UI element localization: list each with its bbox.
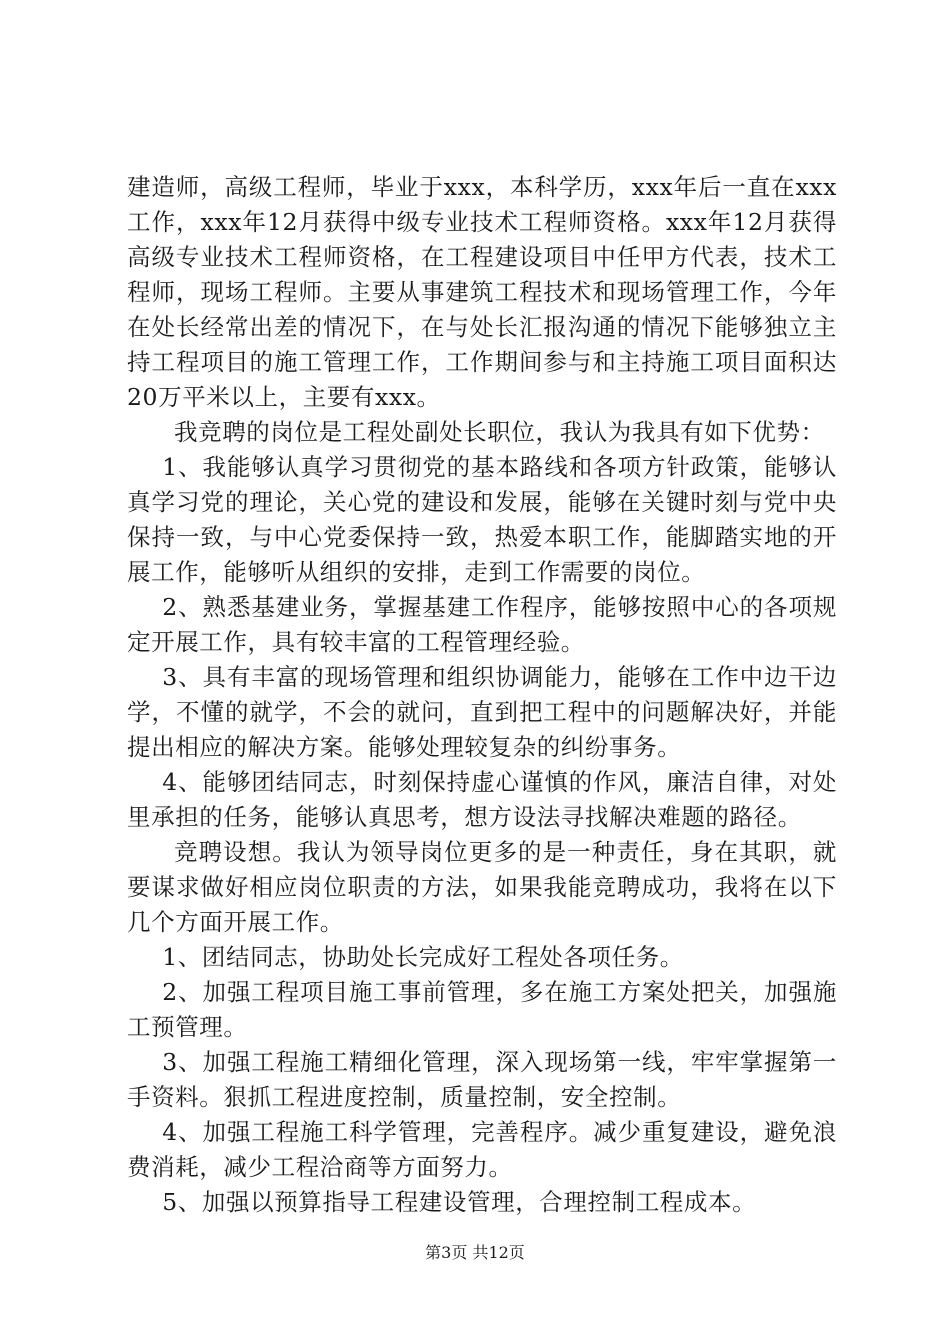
paragraph-advantage-2: 2、熟悉基建业务，掌握基建工作程序，能够按照中心的各项规定开展工作，具有较丰富的工程管理经验。	[127, 593, 837, 656]
paragraph-plan-4: 4、加强工程施工科学管理，完善程序。减少重复建设，避免浪费消耗，减少工程洽商等方面努力。	[127, 1118, 837, 1181]
page-footer: 第3页 共12页	[425, 1243, 525, 1262]
paragraph-advantage-1: 1、我能够认真学习贯彻党的基本路线和各项方针政策，能够认真学习党的理论，关心党的建设和发展，能够在关键时刻与党中央保持一致，与中心党委保持一致，热爱本职工作，能脚踏实地的开展工作，能够听从组织的安排，走到工作需要的岗位。	[127, 453, 837, 586]
paragraph-plan-2: 2、加强工程项目施工事前管理，多在施工方案处把关，加强施工预管理。	[127, 978, 837, 1041]
document-body	[127, 170, 837, 1220]
paragraph-plan-5: 5、加强以预算指导工程建设管理，合理控制工程成本。	[162, 1188, 757, 1216]
paragraph-position-intro: 我竞聘的岗位是工程处副处长职位，我认为我具有如下优势：	[174, 418, 825, 446]
paragraph-plan-1: 1、团结同志，协助处长完成好工程处各项任务。	[162, 943, 684, 971]
paragraph-plan-3: 3、加强工程施工精细化管理，深入现场第一线，牢牢掌握第一手资料。狠抓工程进度控制，质量控制，安全控制。	[127, 1048, 837, 1111]
paragraph-advantage-4: 4、能够团结同志，时刻保持虚心谨慎的作风，廉洁自律，对处里承担的任务，能够认真思考，想方设法寻找解决难题的路径。	[127, 768, 837, 831]
paragraph-advantage-3: 3、具有丰富的现场管理和组织协调能力，能够在工作中边干边学，不懂的就学，不会的就问，直到把工程中的问题解决好，并能提出相应的解决方案。能够处理较复杂的纠纷事务。	[127, 663, 837, 761]
paragraph-background: 建造师，高级工程师，毕业于xxx，本科学历，xxx年后一直在xxx工作，xxx年12月获得中级专业技术工程师资格。xxx年12月获得高级专业技术工程师资格，在工程建设项目中任甲方代表，技术工程师，现场工程师。主要从事建筑工程技术和现场管理工作，今年在处长经常出差的情况下，在与处长汇报沟通的情况下能够独立主持工程项目的施工管理工作，工作期间参与和主持施工项目面积达20万平米以上，主要有xxx。	[127, 173, 837, 411]
paragraph-plan-intro: 竞聘设想。我认为领导岗位更多的是一种责任，身在其职，就要谋求做好相应岗位职责的方法，如果我能竞聘成功，我将在以下几个方面开展工作。	[127, 838, 837, 936]
